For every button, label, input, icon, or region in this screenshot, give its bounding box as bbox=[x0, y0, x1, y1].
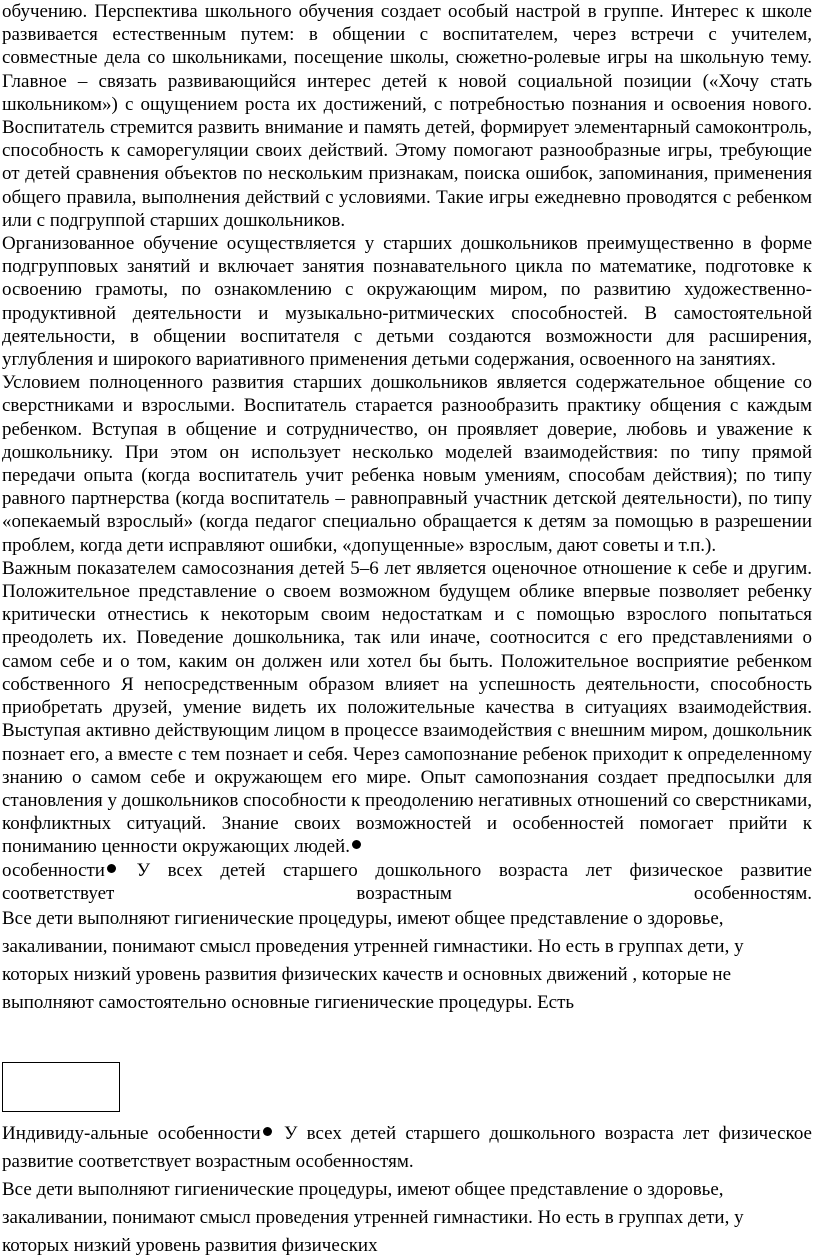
individual-features-rest: У всех детей старшего дошкольного возраста лет физическое развитие соответствует возрастным особенностям. bbox=[2, 1122, 812, 1172]
bullet-icon bbox=[263, 1127, 272, 1136]
bullet-icon bbox=[352, 840, 361, 849]
individual-features-start: Индивиду-альные особенности bbox=[2, 1122, 261, 1144]
paragraph-hygiene: Все дети выполняют гигиенические процедуры, имеют общее представление о здоровье, закаливании, понимают смысл проведения утренней гимнастики. Но есть в группах дети, у которых низкий уровень развития физических качеств и основных движений , которые не выполняют самостоятельно основные гигиенические процедуры. Есть bbox=[2, 907, 744, 1013]
paragraph-individual-features bbox=[2, 1120, 812, 1176]
paragraph-features bbox=[2, 859, 812, 905]
bullet-icon bbox=[107, 864, 116, 873]
paragraph-communication: Условием полноценного развития старших дошкольников является содержательное общение со сверстниками и взрослыми. Воспитатель старается разнообразить практику общения с каждым ребенком. Вступая в общение и сотрудничество, он проявляет доверие, любовь и уважение к дошкольнику. При этом он использует несколько моделей взаимодействия: по типу прямой передачи опыта (когда воспитатель учит ребенка новым умениям, способам действия); по типу равного партнерства (когда воспитатель – равноправный участник детской деятельности), по типу «опекаемый взрослый» (когда педагог специально обращается к детям за помощью в разрешении проблем, когда дети исправляют ошибки, «допущенные» взрослым, дают советы и т.п.). bbox=[2, 372, 812, 556]
self-awareness-text: Важным показателем самосознания детей 5–6 лет является оценочное отношение к себе и другим. Положительное представление о своем возможном будущем облике впервые позволяет ребенку критически отнестись к некоторым своим недостаткам и с помощью взрослого попытаться преодолеть их. Поведение дошкольника, так или иначе, соотносится с его представлениями о самом себе и о том, каким он должен или хотел бы быть. Положительное восприятие ребенком собственного Я непосредственным образом влияет на успешность деятельности, способность приобретать друзей, умение видеть их положительные качества в ситуациях взаимодействия. Выступая активно действующим лицом в процессе взаимодействия с внешним миром, дошкольник познает его, а вместе с тем познает и себя. Через самопознание ребенок приходит к определенному знанию о самом себе и окружающем его мире. Опыт самопознания создает предпосылки для становления у дошкольников способности к преодолению негативных отношений со сверстниками, конфликтных ситуаций. Знание своих возможностей и особенностей помогает прийти к пониманию ценности окружающих людей. bbox=[2, 557, 812, 858]
paragraph-organized-learning: Организованное обучение осуществляется у старших дошкольников преимущественно в форме подгрупповых занятий и включает занятия познавательного цикла по математике, подготовке к освоению грамоты, по ознакомлению с окружающим миром, по развитию художественно-продуктивной деятельности и музыкально-ритмических способностей. В самостоятельной деятельности, в общении воспитателя с детьми создаются возможности для расширения, углубления и широкого вариативного применения детьми содержания, освоенного на занятиях. bbox=[2, 233, 812, 371]
paragraph-self-awareness bbox=[2, 557, 812, 859]
paragraph-hygiene-repeat: Все дети выполняют гигиенические процедуры, имеют общее представление о здоровье, закаливании, понимают смысл проведения утренней гимнастики. Но есть в группах дети, у которых низкий уровень развития физических bbox=[2, 1178, 744, 1256]
empty-frame bbox=[2, 1062, 120, 1112]
paragraph-school-interest: обучению. Перспектива школьного обучения создает особый настрой в группе. Интерес к школе развивается естественным путем: в общении с воспитателем, через встречи с учителем, совместные дела со школьниками, посещение школы, сюжетно-ролевые игры на школьную тему. Главное – связать развивающийся интерес детей к новой социальной позиции («Хочу стать школьником») с ощущением роста их достижений, с потребностью познания и освоения нового. Воспитатель стремится развить внимание и память детей, формирует элементарный самоконтроль, способность к саморегуляции своих действий. Этому помогают разнообразные игры, требующие от детей сравнения объектов по нескольким признакам, поиска ошибок, запоминания, применения общего правила, выполнения действий с условиями. Такие игры ежедневно проводятся с ребенком или с подгруппой старших дошкольников. bbox=[2, 1, 812, 231]
features-rest: У всех детей старшего дошкольного возраста лет физическое развитие соответствует возрастным особенностям. bbox=[2, 859, 812, 904]
features-start: особенности bbox=[2, 859, 105, 881]
